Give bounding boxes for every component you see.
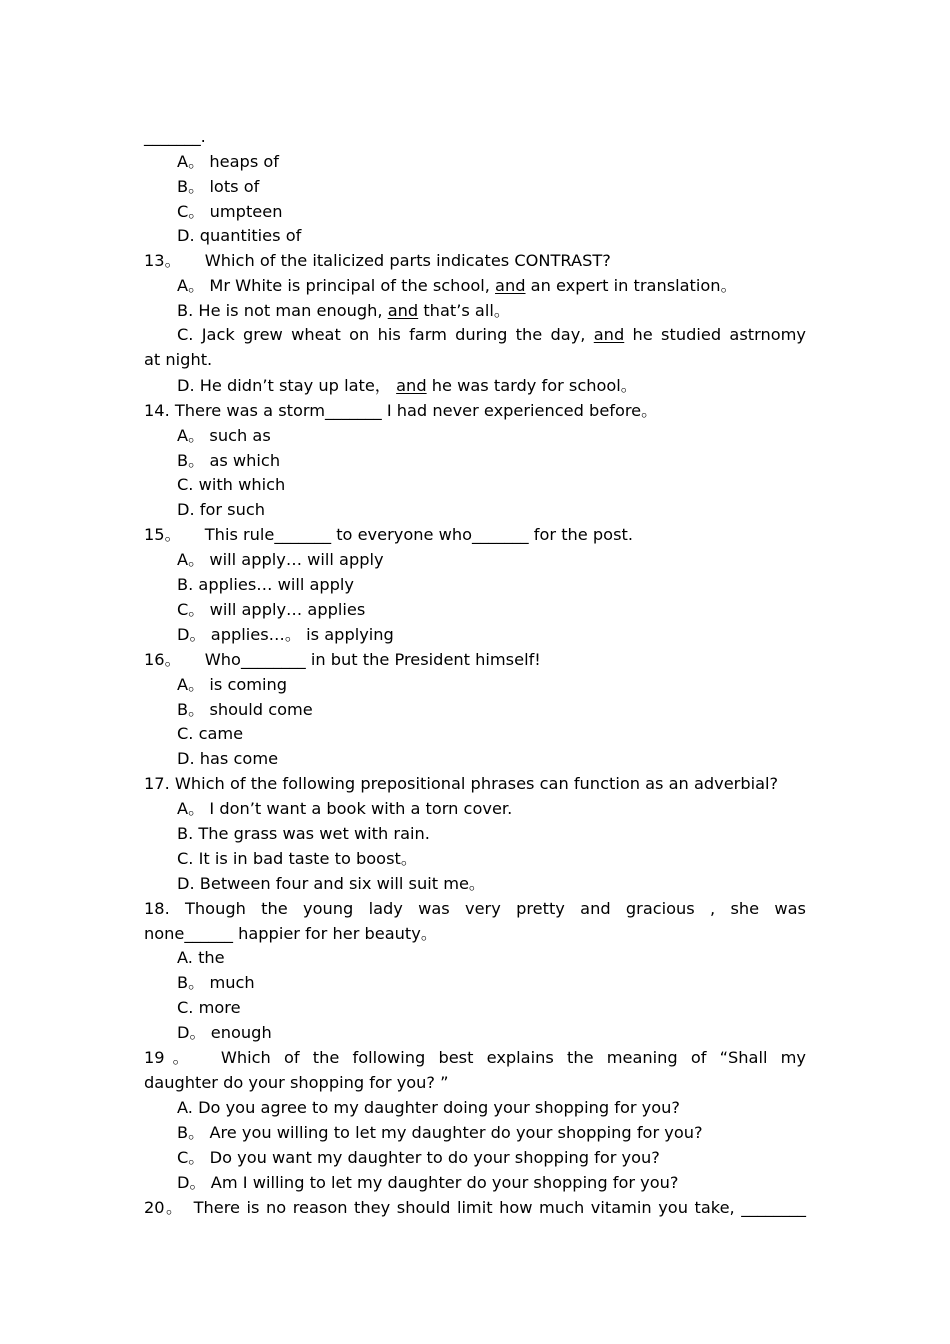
- q13-option-a-pre: A。 Mr White is principal of the school,: [177, 276, 496, 295]
- q13-option-a-underlined: and: [495, 276, 526, 295]
- q14-stem: 14. There was a storm_______ I had never experienced before。: [144, 401, 658, 420]
- q13-number: 13。: [144, 251, 181, 270]
- q14-option-b: B。 as which: [177, 451, 281, 470]
- q15-option-c: C。 will apply… applies: [177, 600, 366, 619]
- q19-option-c: C。 Do you want my daughter to do your shopping for you?: [177, 1148, 660, 1167]
- q13-option-c-continuation: at night.: [144, 350, 213, 369]
- q18-stem-line2: none______ happier for her beauty。: [144, 924, 438, 943]
- q18-option-a: A. the: [177, 948, 225, 967]
- q16-option-d: D. has come: [177, 749, 279, 768]
- q20-number: 20。: [144, 1198, 184, 1217]
- q19-stem-line1: [144, 1045, 806, 1070]
- q18-option-d: D。 enough: [177, 1023, 272, 1042]
- q18-option-b: B。 much: [177, 973, 255, 992]
- q19-stem-text: Which of the following best explains the meaning of “Shall my: [220, 1048, 806, 1067]
- q17-option-c: C. It is in bad taste to boost。: [177, 849, 418, 868]
- q13-option-b: [177, 298, 806, 323]
- q17-option-b: B. The grass was wet with rain.: [177, 824, 430, 843]
- q20-stem: [144, 1195, 806, 1220]
- q13-option-d: [177, 373, 806, 398]
- q15-option-a: A。 will apply… will apply: [177, 550, 384, 569]
- q15-number: 15。: [144, 525, 181, 544]
- q14-option-d: D. for such: [177, 500, 266, 519]
- q13-option-d-pre: D. He didn’t stay up late，: [177, 376, 397, 395]
- q16-option-b: B。 should come: [177, 700, 313, 719]
- q12-option-b: B。 lots of: [177, 177, 260, 196]
- q13-option-d-post: he was tardy for school。: [426, 376, 637, 395]
- q19-stem-line2: daughter do your shopping for you? ”: [144, 1073, 449, 1092]
- q17-option-a: A。 I don’t want a book with a torn cover.: [177, 799, 513, 818]
- q19-option-d: D。 Am I willing to let my daughter do your shopping for you?: [177, 1173, 679, 1192]
- q17-stem: 17. Which of the following prepositional phrases can function as an adverbial?: [144, 774, 779, 793]
- q16-option-c: C. came: [177, 724, 244, 743]
- q16-stem: [144, 647, 806, 672]
- q15-option-b: B. applies… will apply: [177, 575, 355, 594]
- q13-option-c: [177, 322, 806, 347]
- q12-stem-tail: _______.: [144, 127, 206, 146]
- q15-stem: [144, 522, 806, 547]
- q13-option-a: [177, 273, 806, 298]
- q16-number: 16。: [144, 650, 181, 669]
- q13-option-b-post: that’s all。: [418, 301, 511, 320]
- q20-stem-text: There is no reason they should limit how much vitamin you take, ________: [193, 1198, 806, 1217]
- q13-option-c-post: he studied astrnomy: [624, 325, 806, 344]
- q13-option-b-pre: B. He is not man enough,: [177, 301, 388, 320]
- q12-option-d: D. quantities of: [177, 226, 302, 245]
- q13-option-c-underlined: and: [593, 325, 625, 344]
- q19-number: 19。: [144, 1048, 197, 1067]
- q13-option-a-post: an expert in translation。: [525, 276, 737, 295]
- q17-option-d: D. Between four and six will suit me。: [177, 874, 486, 893]
- q12-option-c: C。 umpteen: [177, 202, 283, 221]
- q13-stem: [144, 248, 806, 273]
- q13-option-d-underlined: and: [396, 376, 427, 395]
- q15-stem-text: This rule_______ to everyone who_______ for the post.: [204, 525, 634, 544]
- q18-stem-line1: 18. Though the young lady was very pretty and gracious , she was: [144, 899, 806, 918]
- q13-stem-text: Which of the italicized parts indicates CONTRAST?: [204, 251, 611, 270]
- q12-option-a: A。 heaps of: [177, 152, 280, 171]
- q19-option-a: A. Do you agree to my daughter doing your shopping for you?: [177, 1098, 680, 1117]
- q15-option-d: D。 applies…。 is applying: [177, 625, 394, 644]
- q14-option-a: A。 such as: [177, 426, 271, 445]
- q19-option-b: B。 Are you willing to let my daughter do your shopping for you?: [177, 1123, 703, 1142]
- q16-option-a: A。 is coming: [177, 675, 288, 694]
- q16-stem-text: Who________ in but the President himself!: [204, 650, 541, 669]
- q13-option-c-pre: C. Jack grew wheat on his farm during the day,: [177, 325, 594, 344]
- q13-option-b-underlined: and: [387, 301, 419, 320]
- q14-option-c: C. with which: [177, 475, 286, 494]
- q18-option-c: C. more: [177, 998, 241, 1017]
